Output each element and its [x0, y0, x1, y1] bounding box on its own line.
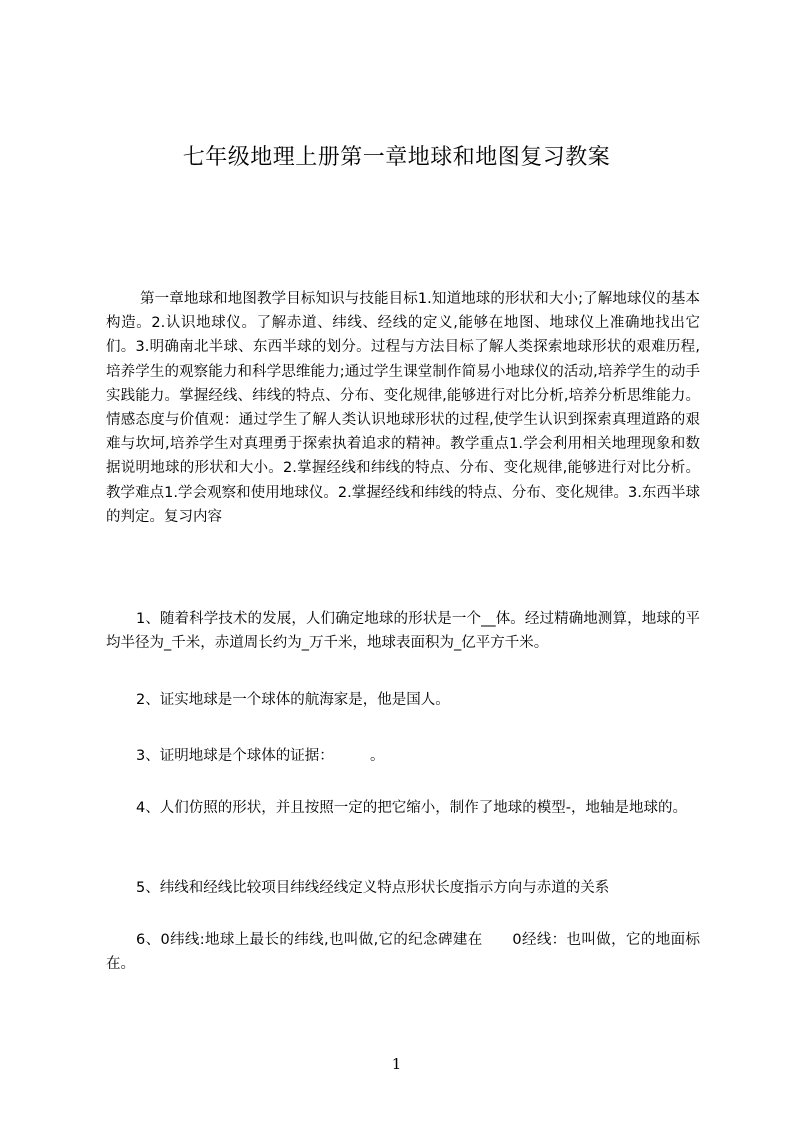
review-question-3: 3、证明地球是个球体的证据： 。 [136, 748, 385, 764]
review-question-2: 2、证实地球是一个球体的航海家是，他是国人。 [136, 692, 450, 708]
review-question-5: 5、纬线和经线比较项目纬线经线定义特点形状长度指示方向与赤道的关系 [136, 880, 610, 896]
document-title: 七年级地理上册第一章地球和地图复习教案 [182, 145, 611, 170]
review-question-6: 6、0纬线:地球上最长的纬线,也叫做,它的纪念碑建在 0经线：也叫做，它的地面标在。 [106, 932, 700, 973]
review-question-1: 1、随着科学技术的发展，人们确定地球的形状是一个__体。经过精确地测算，地球的平均半径为_千米，赤道周长约为_万千米，地球表面积为_亿平方千米。 [106, 611, 700, 652]
review-question-4: 4、人们仿照的形状，并且按照一定的把它缩小，制作了地球的模型-，地轴是地球的。 [136, 800, 687, 816]
page-number: 1 [391, 1055, 402, 1073]
intro-paragraph: 第一章地球和地图教学目标知识与技能目标1.知道地球的形状和大小;了解地球仪的基本构造。2.认识地球仪。了解赤道、纬线、经线的定义,能够在地图、地球仪上准确地找出它们。3.明确南北半球、东西半球的划分。过程与方法目标了解人类探索地球形状的艰难历程,培养学生的观察能力和科学思维能力;通过学生课堂制作简易小地球仪的活动,培养学生的动手实践能力。掌握经线、纬线的特点、分布、变化规律,能够进行对比分析,培养分析思维能力。情感态度与价值观：通过学生了解人类认识地球形状的过程,使学生认识到探索真理道路的艰难与坎坷,培养学生对真理勇于探索执着追求的精神。教学重点1.学会利用相关地理现象和数据说明地球的形状和大小。2.掌握经线和纬线的特点、分布、变化规律,能够进行对比分析。教学难点1.学会观察和使用地球仪。2.掌握经线和纬线的特点、分布、变化规律。3.东西半球的判定。复习内容 [106, 291, 700, 525]
